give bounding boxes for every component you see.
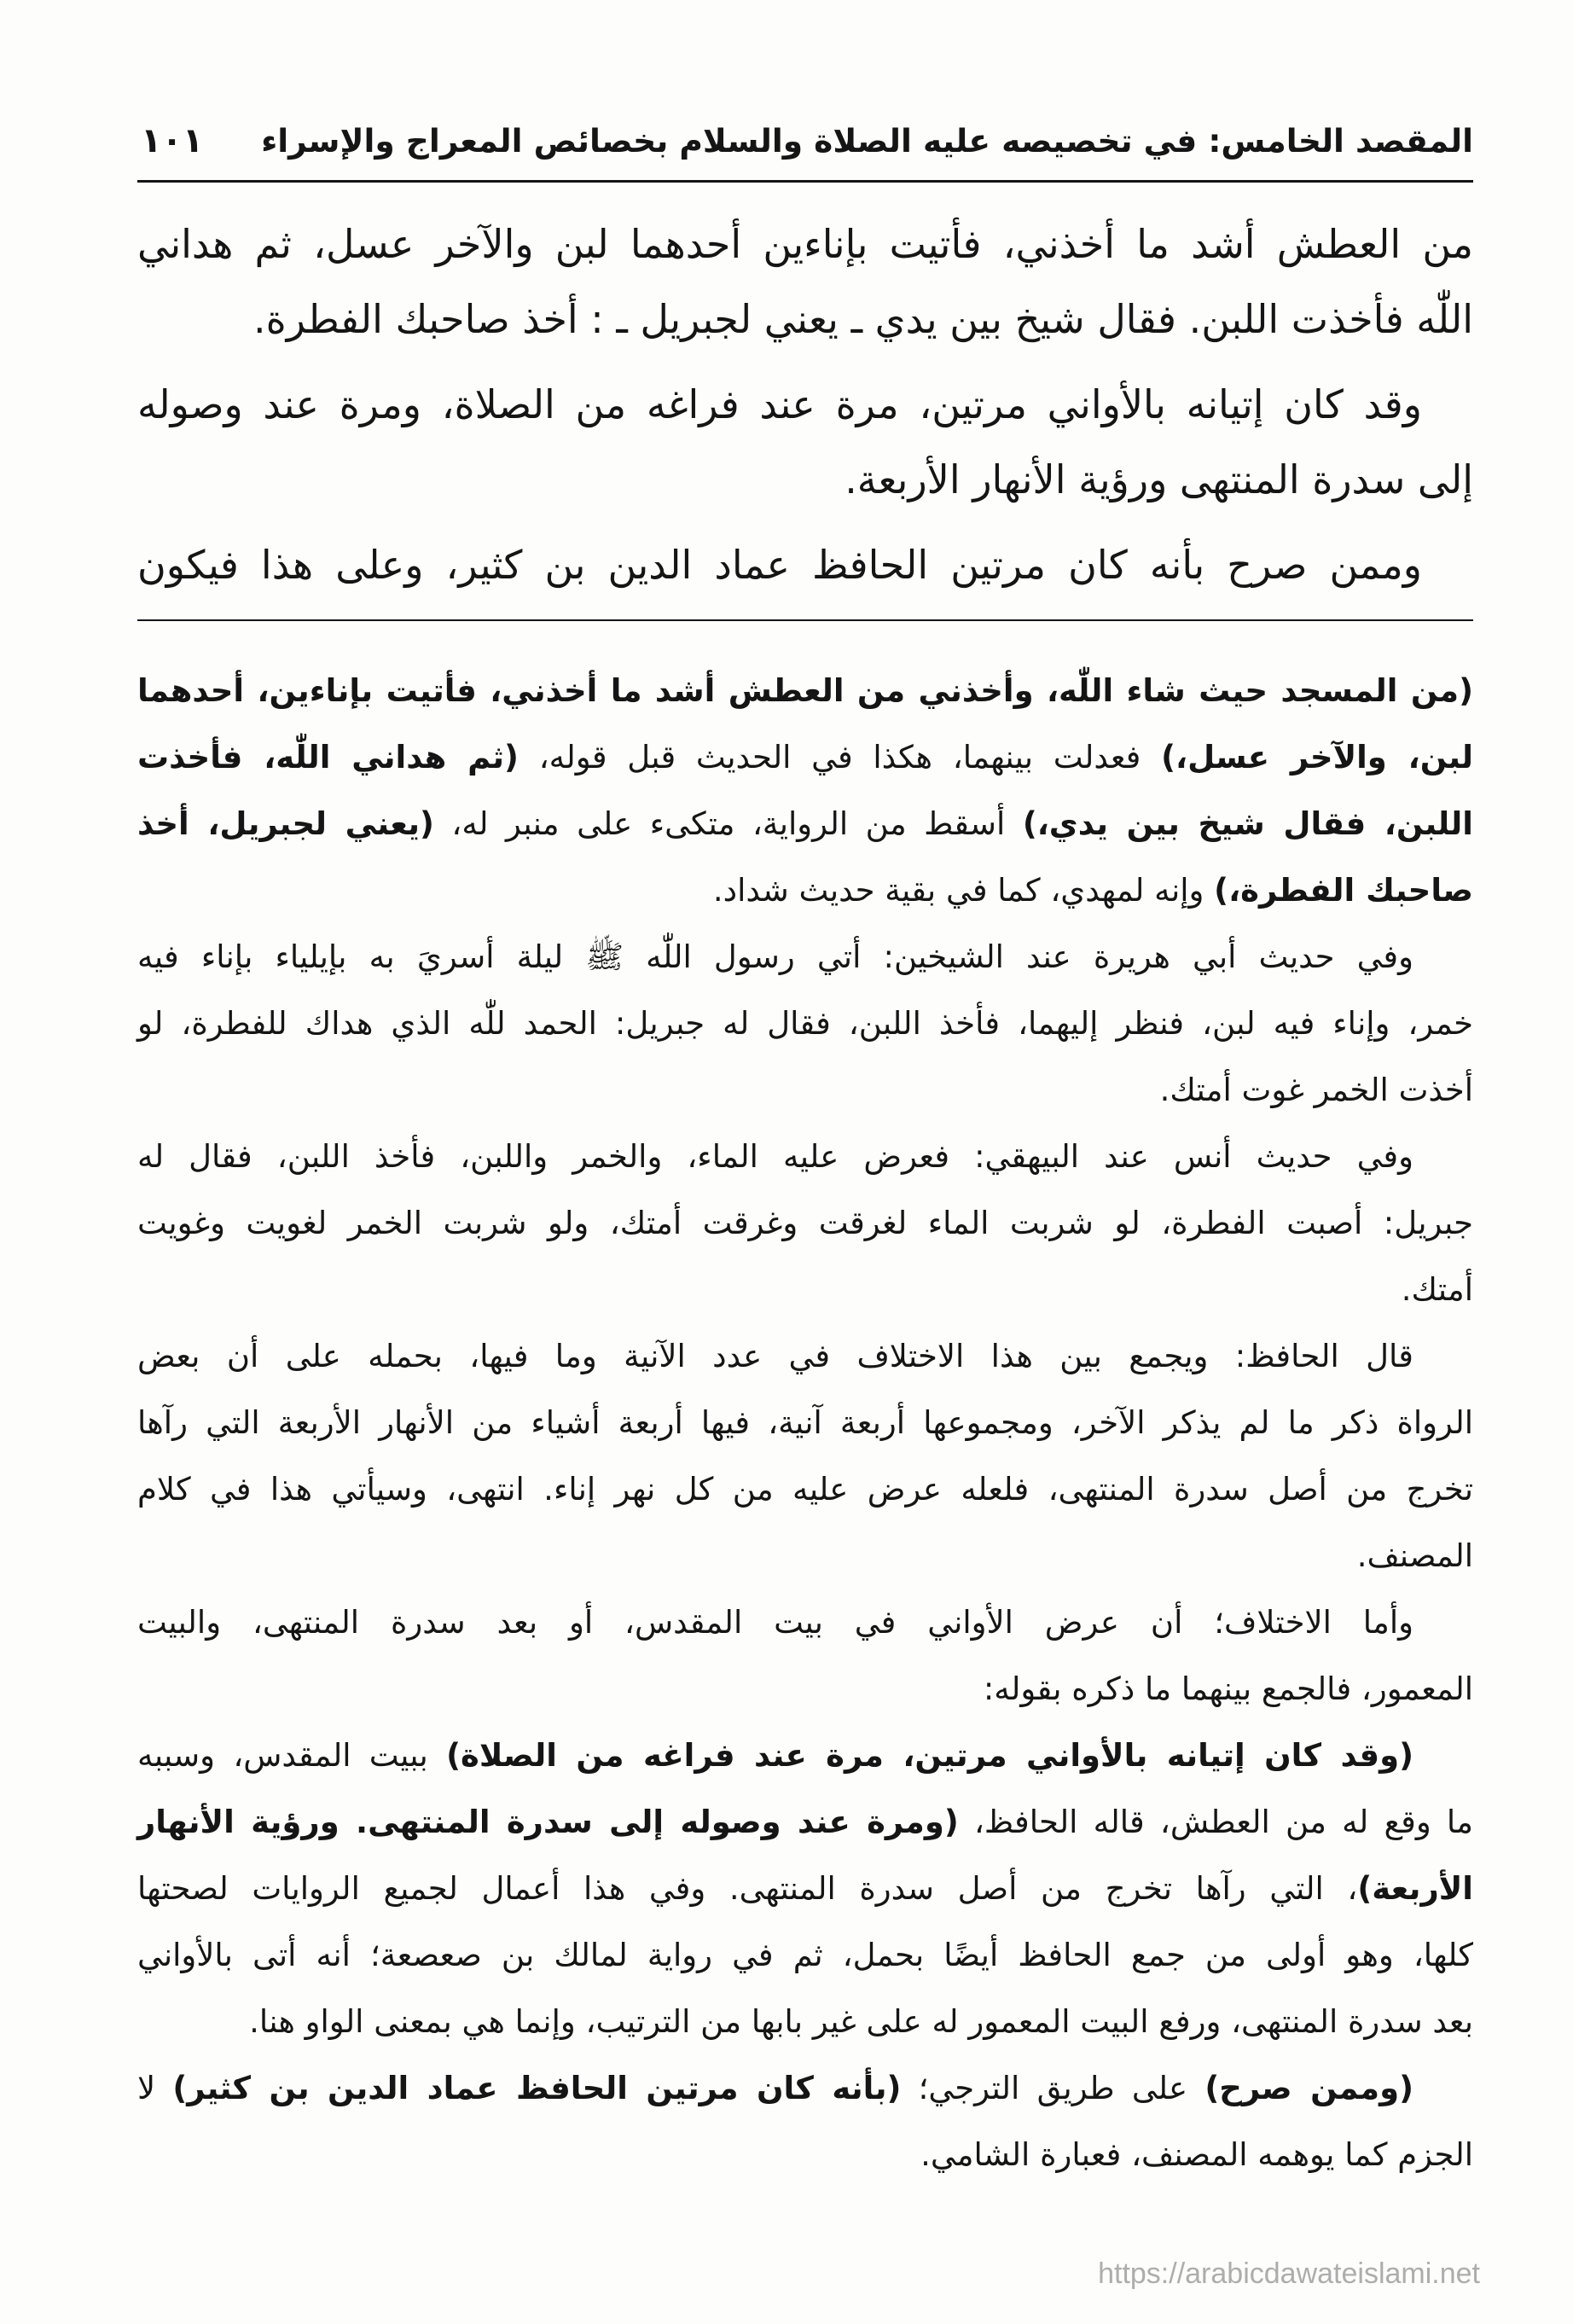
bold-quoted-text: (وممن صرح) (1204, 2070, 1413, 2106)
text-line: قال الحافظ: ويجمع بين هذا الاختلاف في عدد الآنية وما فيها، بحمله على أن بعض (137, 1338, 1413, 1374)
text-line (137, 658, 1473, 724)
text-line: وأما الاختلاف؛ أن عرض الأواني في بيت المقدس، أو بعد سدرة المنتهى، والبيت (137, 1604, 1413, 1641)
text-line (137, 1723, 1473, 1789)
text-line (137, 791, 1473, 857)
page-number: ١٠١ (141, 121, 204, 160)
explanation-text: ببيت المقدس، وسببه (137, 1737, 447, 1774)
text-line: أمتك. (1401, 1271, 1473, 1308)
explanation-text: فعدلت بينهما، هكذا في الحديث قبل قوله، (518, 739, 1162, 776)
text-line: الجزم كما يوهمه المصنف، فعبارة الشامي. (920, 2136, 1473, 2173)
running-header (137, 102, 1473, 179)
explanation-text: لا (137, 2070, 173, 2106)
text-line (137, 1856, 1473, 1922)
text-line: الرواة ذكر ما لم يذكر الآخر، ومجموعها أربعة آنية، فيها أربعة أشياء من الأنهار الأربعة التي رآها (137, 1404, 1473, 1441)
text-line: خمر، وإناء فيه لبن، فنظر إليهما، فأخذ اللبن، فقال له جبريل: الحمد للّٰه الذي هداك للفطرة، لو (137, 1005, 1473, 1042)
bold-quoted-text: (وقد كان إتيانه بالأواني مرتين، مرة عند فراغه من الصلاة) (446, 1737, 1413, 1774)
commentary-paragraph (137, 658, 1473, 924)
text-line: إلى سدرة المنتهى ورؤية الأنهار الأربعة. (845, 456, 1473, 503)
main-paragraph (137, 367, 1473, 517)
text-line: من العطش أشد ما أخذني، فأتيت بإناءين أحدهما لبن والآخر عسل، ثم هداني (137, 221, 1473, 267)
text-line: أخذت الخمر غوت أمتك. (1159, 1072, 1473, 1108)
text-line: تخرج من أصل سدرة المنتهى، فلعله عرض عليه من كل نهر إناء. انتهى، وسيأتي هذا في كلام (137, 1471, 1473, 1508)
commentary-paragraph (137, 1323, 1473, 1589)
bold-quoted-text: (ومرة عند وصوله إلى سدرة المنتهى. ورؤية الأنهار (137, 1804, 959, 1840)
main-paragraph (137, 527, 1473, 602)
text-line: المصنف. (1356, 1537, 1473, 1574)
bold-quoted-text: صاحبك الفطرة،) (1214, 872, 1473, 909)
text-line: كلها، وهو أولى من جمع الحافظ أيضًا بحمل، ثم في رواية لمالك بن صعصعة؛ أنه أتى بالأواني (137, 1937, 1473, 1973)
text-line: وقد كان إتيانه بالأواني مرتين، مرة عند فراغه من الصلاة، ومرة عند وصوله (137, 381, 1422, 427)
explanation-text: أسقط من الرواية، متكىء على منبر له، (433, 805, 1023, 842)
commentary-paragraph (137, 924, 1473, 1124)
text-line: اللّٰه فأخذت اللبن. فقال شيخ بين يدي ـ يعني لجبريل ـ : أخذ صاحبك الفطرة. (253, 296, 1473, 342)
bold-quoted-text: (بأنه كان مرتين الحافظ عماد الدين بن كثير) (172, 2070, 902, 2106)
commentary-separator (137, 619, 1473, 621)
bold-quoted-text: لبن، والآخر عسل،) (1161, 739, 1474, 776)
text-line (137, 2055, 1473, 2122)
text-line (137, 1789, 1473, 1856)
running-header-title: المقصد الخامس: في تخصيصه عليه الصلاة والسلام بخصائص المعراج والإسراء (261, 122, 1473, 160)
commentary-paragraph (137, 1589, 1473, 1723)
text-line (137, 857, 1473, 924)
bold-quoted-text: الأربعة) (1357, 1870, 1473, 1907)
text-line: وفي حديث أنس عند البيهقي: فعرض عليه الماء، والخمر واللبن، فأخذ اللبن، فقال له (137, 1138, 1413, 1175)
text-line: وفي حديث أبي هريرة عند الشيخين: أتي رسول اللّٰه ﷺ ليلة أسريَ به بإيلياء بإناء فيه (137, 938, 1413, 975)
bold-quoted-text: (ثم هداني اللّٰه، فأخذت (137, 739, 519, 776)
explanation-text: ما وقع له من العطش، قاله الحافظ، (958, 1804, 1473, 1840)
commentary-paragraph (137, 1124, 1473, 1323)
explanation-text: ، التي رآها تخرج من أصل سدرة المنتهى. وفي هذا أعمال لجميع الروايات لصحتها (137, 1870, 1358, 1907)
text-line: المعمور، فالجمع بينهما ما ذكره بقوله: (983, 1670, 1473, 1707)
main-paragraph (137, 206, 1473, 357)
text-line: بعد سدرة المنتهى، ورفع البيت المعمور له على غير بابها من الترتيب، وإنما هي بمعنى الواو هنا. (249, 2003, 1473, 2040)
bold-quoted-text: (من المسجد حيث شاء اللّٰه، وأخذني من العطش أشد ما أخذني، فأتيت بإناءين، أحدهما (137, 672, 1473, 709)
explanation-text: وإنه لمهدي، كما في بقية حديث شداد. (712, 872, 1215, 909)
bold-quoted-text: (يعني لجبريل، أخذ (137, 805, 434, 842)
text-line: جبريل: أصبت الفطرة، لو شربت الماء لغرقت وغرقت أمتك، ولو شربت الخمر لغويت وغويت (137, 1205, 1473, 1241)
text-line: وممن صرح بأنه كان مرتين الحافظ عماد الدين بن كثير، وعلى هذا فيكون (137, 542, 1422, 588)
commentary-paragraph (137, 2055, 1473, 2188)
text-line (137, 724, 1473, 791)
watermark-url: https://arabicdawateislami.net (1098, 2257, 1480, 2290)
commentary (137, 658, 1473, 2188)
header-rule (137, 180, 1473, 183)
explanation-text: على طريق الترجي؛ (901, 2070, 1205, 2106)
commentary-paragraph (137, 1723, 1473, 2055)
main-text (137, 206, 1473, 602)
bold-quoted-text: اللبن، فقال شيخ بين يدي،) (1022, 805, 1473, 842)
